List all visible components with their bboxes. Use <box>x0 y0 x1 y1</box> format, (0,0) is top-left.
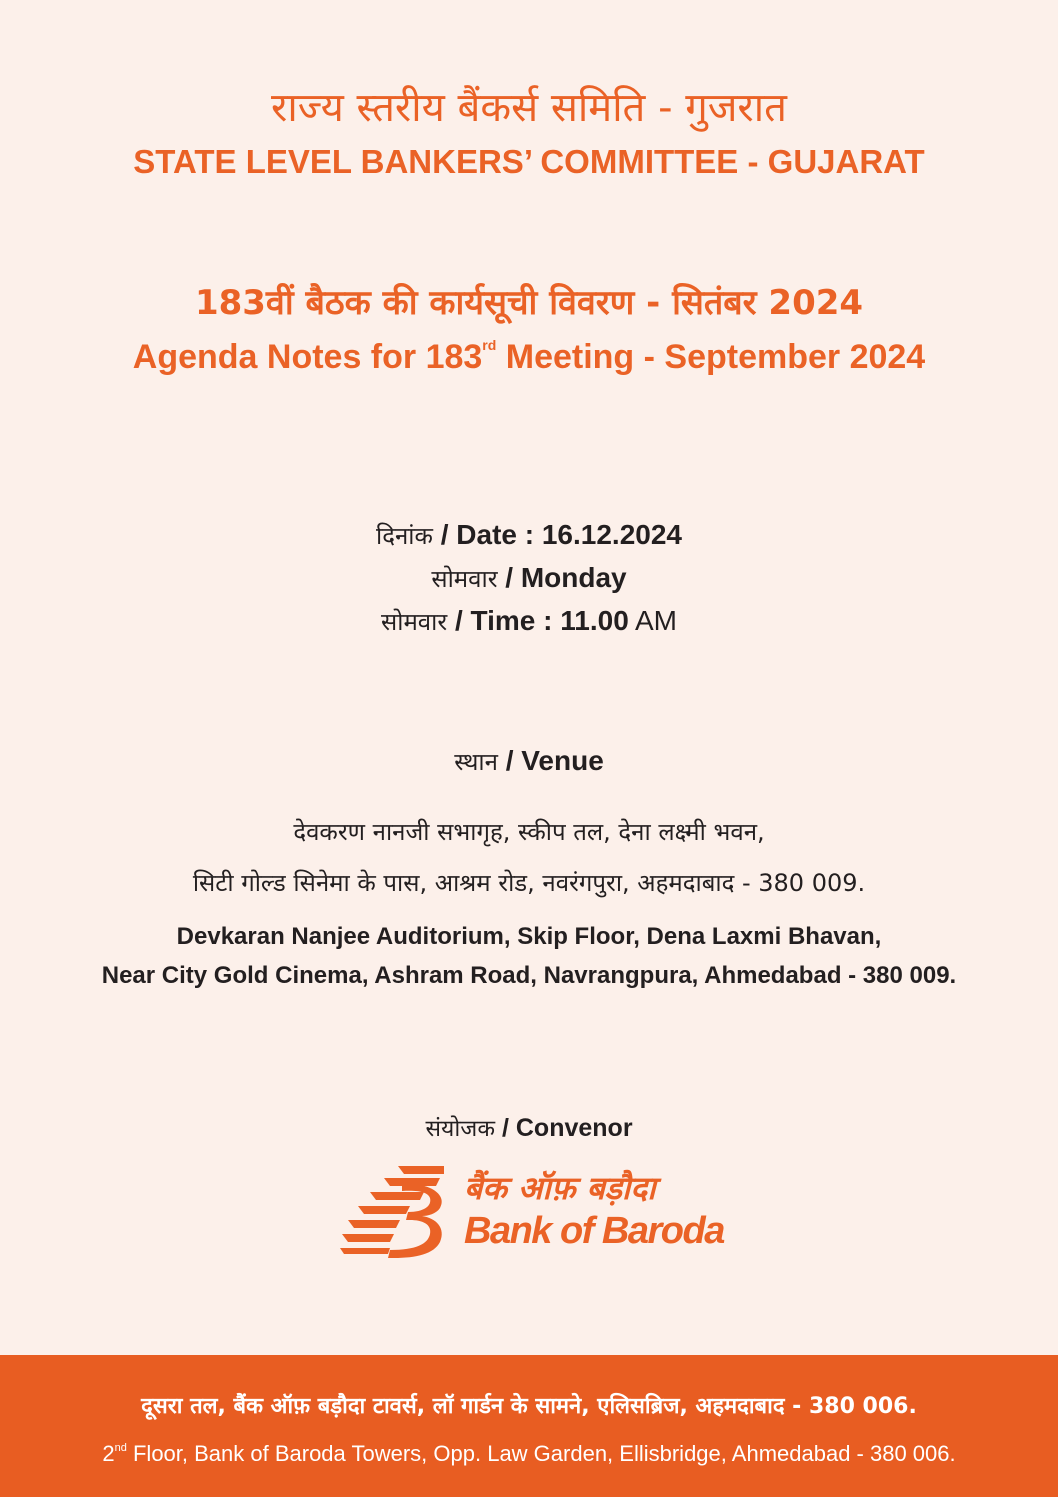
agenda-title-hindi: 183वीं बैठक की कार्यसूची विवरण - सितंबर 2024 <box>194 283 864 323</box>
venue-label-hindi: स्थान <box>454 748 498 776</box>
baroda-sun-icon <box>340 1160 450 1260</box>
footer-floor-ordinal: nd <box>114 1442 127 1454</box>
footer-address-band <box>0 1355 1058 1497</box>
bank-name-hindi: बैंक ऑफ़ बड़ौदा <box>464 1169 656 1207</box>
day-value: / Monday <box>497 562 627 593</box>
meeting-time <box>0 605 1058 638</box>
time-value: / Time : 11.00 <box>447 605 629 636</box>
committee-title-english: STATE LEVEL BANKERS’ COMMITTEE - GUJARAT <box>133 143 925 180</box>
time-label-hindi: सोमवार <box>381 608 448 636</box>
footer-address-english <box>0 1441 1058 1467</box>
venue-heading <box>0 745 1058 778</box>
agenda-title-suffix: Meeting - September 2024 <box>496 338 926 376</box>
footer-address-rest: Floor, Bank of Baroda Towers, Opp. Law Garden, Ellisbridge, Ahmedabad - 380 006. <box>126 1441 956 1466</box>
venue-address-hindi-line1: देवकरण नानजी सभागृह, स्कीप तल, देना लक्ष्मी भवन, <box>293 818 765 846</box>
agenda-title-english <box>0 337 1058 377</box>
agenda-title-ordinal: rd <box>482 337 497 353</box>
day-label-hindi: सोमवार <box>431 565 498 593</box>
bank-of-baroda-logo <box>340 1160 730 1260</box>
convenor-heading <box>0 1111 1058 1143</box>
convenor-label-hindi: संयोजक <box>425 1116 496 1142</box>
footer-address-hindi: दूसरा तल, बैंक ऑफ़ बड़ौदा टावर्स, लॉ गार्डन के सामने, एलिसब्रिज, अहमदाबाद - 380 006. <box>141 1394 917 1419</box>
venue-label-english: / Venue <box>497 745 604 776</box>
committee-title-hindi: राज्य स्तरीय बैंकर्स समिति - गुजरात <box>271 85 787 131</box>
date-label-hindi: दिनांक <box>376 522 433 550</box>
convenor-label-english: / Convenor <box>495 1114 633 1142</box>
meeting-day <box>0 562 1058 595</box>
venue-address-hindi-line2: सिटी गोल्ड सिनेमा के पास, आश्रम रोड, नवरंगपुरा, अहमदाबाद - 380 009. <box>192 869 866 897</box>
footer-floor-number: 2 <box>102 1441 115 1466</box>
venue-address-english-line1: Devkaran Nanjee Auditorium, Skip Floor, Dena Laxmi Bhavan, <box>176 923 882 950</box>
bank-name-english: Bank of Baroda <box>464 1210 724 1252</box>
meeting-date <box>0 519 1058 552</box>
time-suffix: AM <box>628 605 677 636</box>
agenda-title-prefix: Agenda Notes for 183 <box>132 338 483 376</box>
date-value: / Date : 16.12.2024 <box>432 519 682 550</box>
venue-address-english-line2: Near City Gold Cinema, Ashram Road, Navrangpura, Ahmedabad - 380 009. <box>101 962 957 989</box>
